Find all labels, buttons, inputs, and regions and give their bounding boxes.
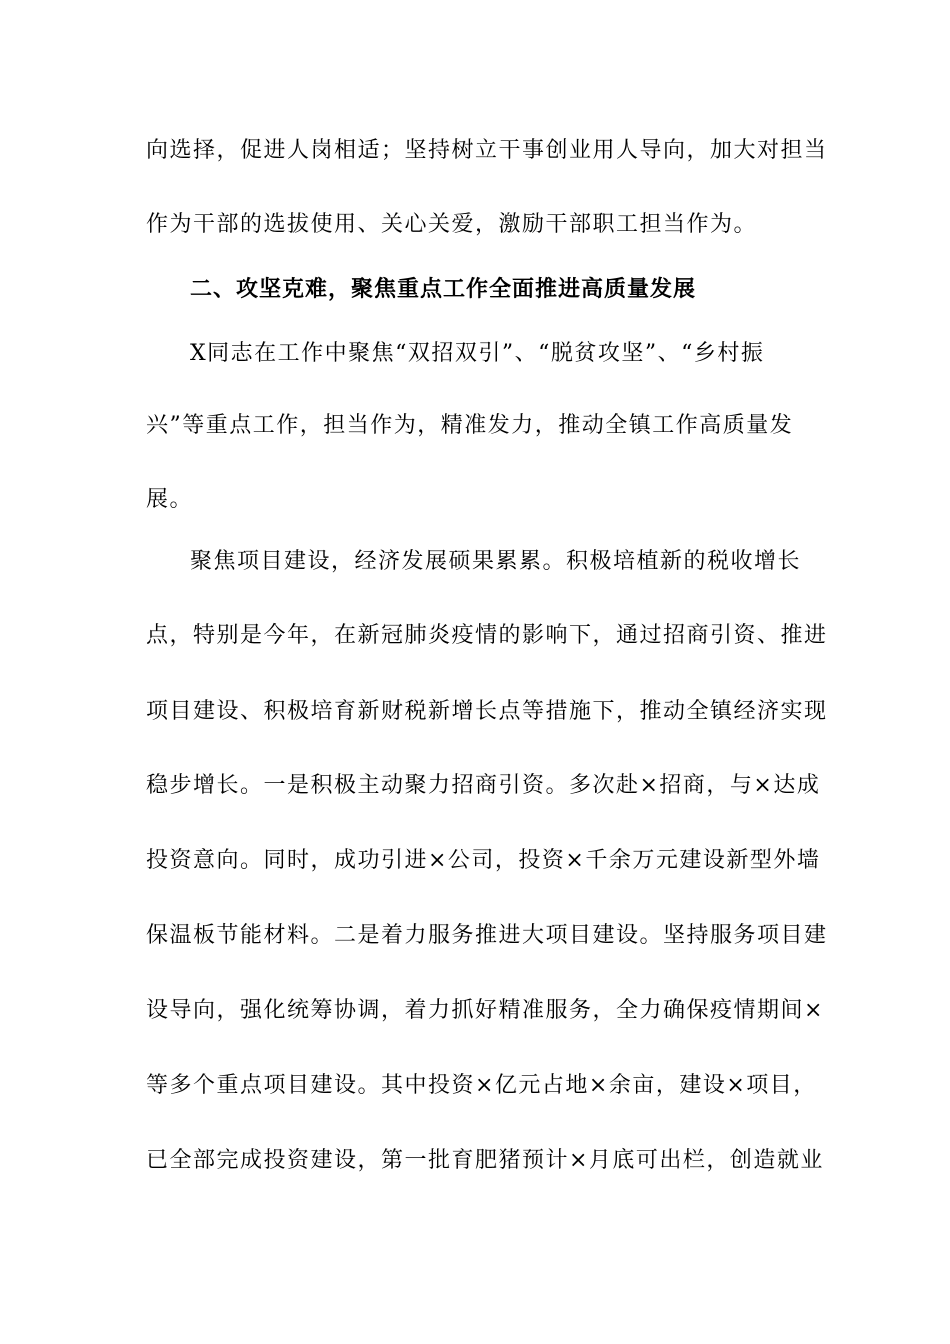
text-line-14: 等多个重点项目建设。其中投资×亿元占地×余亩，建设×项目， bbox=[146, 1073, 817, 1098]
text-line-5: 兴”等重点工作，担当作为，精准发力，推动全镇工作高质量发 bbox=[146, 413, 794, 438]
text-line-9: 项目建设、积极培育新财税新增长点等措施下，推动全镇经济实现 bbox=[146, 699, 828, 724]
text-line-15: 已全部完成投资建设，第一批育肥猪预计×月底可出栏，创造就业 bbox=[146, 1148, 824, 1173]
text-line-13: 设导向，强化统筹协调，着力抓好精准服务，全力确保疫情期间× bbox=[146, 998, 824, 1023]
text-line-10: 稳步增长。一是积极主动聚力招商引资。多次赴×招商，与×达成 bbox=[146, 773, 821, 798]
text-line-4: X同志在工作中聚焦“双招双引”、“脱贫攻坚”、“乡村振 bbox=[190, 341, 765, 366]
text-line-8: 点，特别是今年，在新冠肺炎疫情的影响下，通过招商引资、推进 bbox=[146, 623, 828, 648]
text-line-6: 展。 bbox=[146, 487, 194, 512]
section-heading: 二、攻坚克难，聚焦重点工作全面推进高质量发展 bbox=[190, 277, 697, 302]
text-line-11: 投资意向。同时，成功引进×公司，投资×千余万元建设新型外墙 bbox=[146, 848, 821, 873]
text-line-1: 向选择，促进人岗相适；坚持树立干事创业用人导向，加大对担当 bbox=[146, 138, 828, 163]
text-line-2: 作为干部的选拔使用、关心关爱，激励干部职工担当作为。 bbox=[146, 212, 758, 237]
text-line-12: 保温板节能材料。二是着力服务推进大项目建设。坚持服务项目建 bbox=[146, 923, 828, 948]
text-line-7: 聚焦项目建设，经济发展硕果累累。积极培植新的税收增长 bbox=[190, 549, 802, 574]
